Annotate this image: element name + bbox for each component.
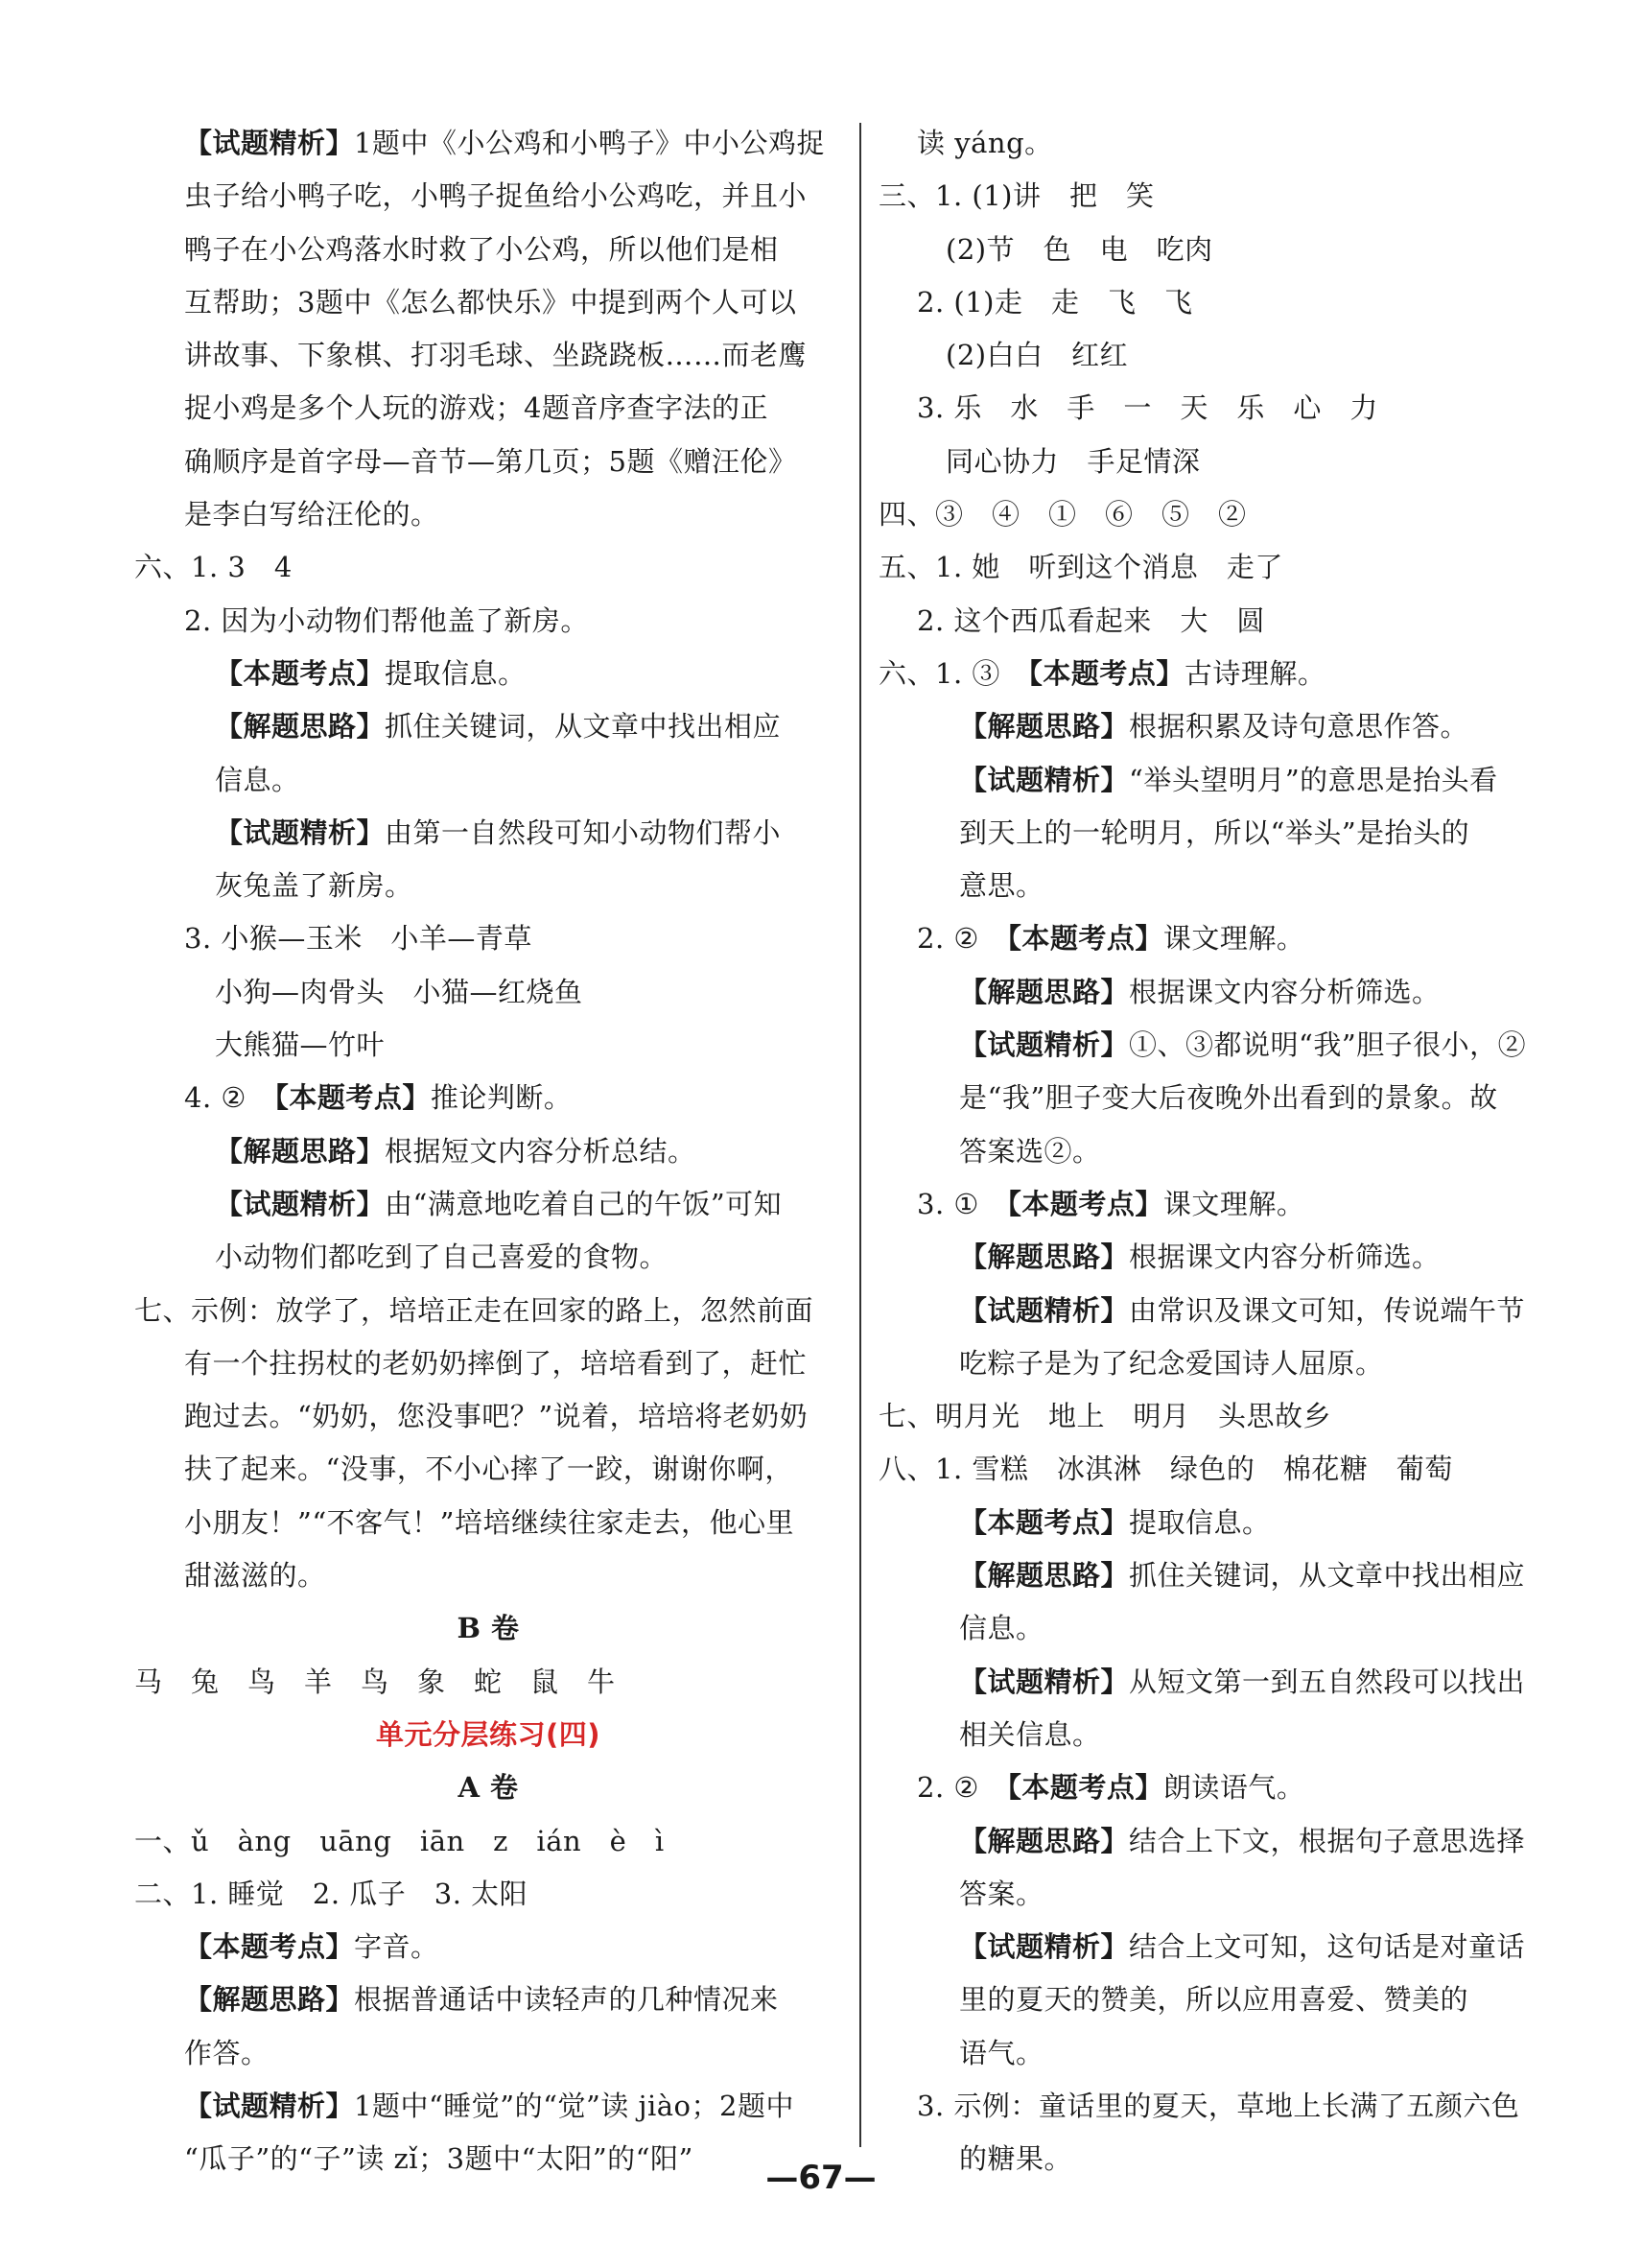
- text-line: 4. ② 【本题考点】推论判断。: [184, 1081, 573, 1115]
- left-column: [134, 117, 842, 2186]
- text-line: 同心协力 手足情深: [946, 444, 1201, 478]
- text-line: 虫子给小鸭子吃，小鸭子捉鱼给小公鸡吃，并且小: [184, 179, 808, 213]
- text-line: 【本题考点】提取信息。: [959, 1505, 1271, 1539]
- text-line: 2. ② 【本题考点】朗读语气。: [917, 1771, 1305, 1805]
- section-tag: 【本题考点】: [1007, 1771, 1163, 1805]
- text-line: 一、ǔ àng uāng iān z ián è ì: [134, 1824, 665, 1857]
- section-tag: 【解题思路】: [959, 1240, 1130, 1274]
- text-line: 语气。: [959, 2036, 1044, 2069]
- section-tag: 【解题思路】: [184, 1983, 355, 2017]
- text-line: 2. (1)走 走 飞 飞: [917, 285, 1193, 319]
- section-tag: 【本题考点】: [215, 656, 386, 690]
- text-line: 【试题精析】1题中《小公鸡和小鸭子》中小公鸡捉: [184, 127, 825, 159]
- text-line: 2. 这个西瓜看起来 大 圆: [917, 603, 1265, 637]
- text-line: 【试题精析】结合上文可知，这句话是对童话: [959, 1930, 1526, 1964]
- text-line: 马 兔 鸟 羊 鸟 象 蛇 鼠 牛: [134, 1665, 616, 1698]
- section-tag: 【解题思路】: [959, 975, 1130, 1008]
- text-line: 【试题精析】①、③都说明“我”胆子很小，②: [959, 1028, 1527, 1062]
- text-line: 【试题精析】“举头望明月”的意思是抬头看: [959, 763, 1498, 796]
- text-line: 捉小鸡是多个人玩的游戏；4题音序查字法的正: [184, 391, 768, 425]
- text-line: 答案。: [959, 1877, 1044, 1910]
- text-line: 七、明月光 地上 明月 头思故乡: [879, 1400, 1332, 1433]
- section-tag: 【试题精析】: [959, 1930, 1130, 1964]
- text-line: 有一个拄拐杖的老奶奶摔倒了，培培看到了，赶忙: [184, 1346, 808, 1380]
- section-tag: 【解题思路】: [959, 1824, 1130, 1857]
- section-tag: 【解题思路】: [959, 710, 1130, 744]
- text-line: 信息。: [215, 763, 300, 796]
- text-line: 【试题精析】由第一自然段可知小动物们帮小: [215, 815, 782, 849]
- right-column: [879, 117, 1550, 2186]
- section-tag: 【本题考点】: [184, 1930, 355, 1964]
- text-line: 【试题精析】由常识及课文可知，传说端午节: [959, 1293, 1526, 1327]
- text-line: 讲故事、下象棋、打羽毛球、坐跷跷板……而老鹰: [184, 339, 808, 372]
- text-line: 【本题考点】字音。: [184, 1930, 439, 1964]
- text-line: 灰兔盖了新房。: [215, 869, 413, 903]
- text-line: 3. ① 【本题考点】课文理解。: [917, 1187, 1305, 1220]
- text-line: B 卷: [457, 1612, 520, 1645]
- section-tag: 【试题精析】: [184, 2089, 355, 2122]
- text-line: 作答。: [184, 2036, 270, 2069]
- text-line: 七、示例：放学了，培培正走在回家的路上，忽然前面: [134, 1293, 814, 1327]
- column-divider: [859, 123, 861, 2147]
- text-line: “瓜子”的“子”读 zǐ；3题中“太阳”的“阳”: [184, 2142, 693, 2176]
- section-tag: 【本题考点】: [1007, 1187, 1163, 1220]
- section-tag: 【试题精析】: [959, 763, 1130, 796]
- section-tag: 【试题精析】: [959, 1665, 1130, 1698]
- text-line: 2. 因为小动物们帮他盖了新房。: [184, 603, 589, 637]
- text-line: 八、1. 雪糕 冰淇淋 绿色的 棉花糖 葡萄: [879, 1453, 1453, 1486]
- text-line: 扶了起来。“没事，不小心摔了一跤，谢谢你啊，: [184, 1453, 793, 1486]
- text-line: 【解题思路】结合上下文，根据句子意思选择: [959, 1824, 1526, 1857]
- text-line: 答案选②。: [959, 1134, 1101, 1168]
- text-line: 信息。: [959, 1612, 1044, 1645]
- text-line: 五、1. 她 听到这个消息 走了: [879, 551, 1283, 584]
- section-tag: 【本题考点】: [274, 1081, 431, 1115]
- text-line: 鸭子在小公鸡落水时救了小公鸡，所以他们是相: [184, 232, 779, 266]
- text-line: 读 yáng。: [917, 127, 1053, 159]
- text-line: 【试题精析】1题中“睡觉”的“觉”读 jiào；2题中: [184, 2089, 794, 2122]
- text-line: 【解题思路】根据课文内容分析筛选。: [959, 1240, 1441, 1274]
- page-number: —67—: [765, 2159, 877, 2197]
- text-line: 单元分层练习(四): [375, 1717, 600, 1751]
- text-line: 二、1. 睡觉 2. 瓜子 3. 太阳: [134, 1877, 528, 1910]
- text-line: 四、③ ④ ① ⑥ ⑤ ②: [879, 498, 1247, 532]
- text-line: 吃粽子是为了纪念爱国诗人屈原。: [959, 1346, 1384, 1380]
- text-line: 三、1. (1)讲 把 笑: [879, 179, 1155, 213]
- text-line: 是“我”胆子变大后夜晚外出看到的景象。故: [959, 1081, 1498, 1115]
- text-line: 【解题思路】抓住关键词，从文章中找出相应: [959, 1559, 1526, 1593]
- text-line: 小动物们都吃到了自己喜爱的食物。: [215, 1240, 669, 1274]
- section-tag: 【本题考点】: [1028, 656, 1185, 690]
- text-line: 【解题思路】根据普通话中读轻声的几种情况来: [184, 1983, 779, 2017]
- text-line: (2)节 色 电 吃肉: [946, 232, 1213, 266]
- text-line: A 卷: [457, 1771, 519, 1805]
- section-tag: 【试题精析】: [959, 1028, 1130, 1062]
- text-line: 意思。: [959, 869, 1044, 903]
- text-line: 小狗—肉骨头 小猫—红烧鱼: [215, 975, 583, 1008]
- text-line: 里的夏天的赞美，所以应用喜爱、赞美的: [959, 1983, 1469, 2017]
- text-line: 相关信息。: [959, 1717, 1101, 1751]
- text-line: (2)白白 红红: [946, 339, 1129, 372]
- text-line: 确顺序是首字母—音节—第几页；5题《赠汪伦》: [184, 444, 797, 478]
- text-line: 【试题精析】由“满意地吃着自己的午饭”可知: [215, 1187, 783, 1220]
- text-line: 互帮助；3题中《怎么都快乐》中提到两个人可以: [184, 285, 797, 319]
- text-line: 【解题思路】根据短文内容分析总结。: [215, 1134, 696, 1168]
- section-tag: 【试题精析】: [215, 815, 386, 849]
- text-line: 3. 示例：童话里的夏天，草地上长满了五颜六色: [917, 2089, 1520, 2122]
- section-tag: 【本题考点】: [959, 1505, 1130, 1539]
- text-line: 大熊猫—竹叶: [215, 1028, 386, 1062]
- text-line: 六、1. 3 4: [134, 551, 293, 584]
- section-tag: 【试题精析】: [184, 127, 355, 159]
- text-line: 是李白写给汪伦的。: [184, 498, 439, 532]
- text-line: 【解题思路】根据课文内容分析筛选。: [959, 975, 1441, 1008]
- text-line: 小朋友！”“不客气！”培培继续往家走去，他心里: [184, 1505, 794, 1539]
- section-tag: 【解题思路】: [215, 1134, 386, 1168]
- section-tag: 【试题精析】: [959, 1293, 1130, 1327]
- section-tag: 【本题考点】: [1007, 922, 1163, 956]
- section-tag: 【解题思路】: [959, 1559, 1130, 1593]
- text-line: 【本题考点】提取信息。: [215, 656, 527, 690]
- text-line: 跑过去。“奶奶，您没事吧？”说着，培培将老奶奶: [184, 1400, 809, 1433]
- section-tag: 【试题精析】: [215, 1187, 386, 1220]
- text-line: 【解题思路】根据积累及诗句意思作答。: [959, 710, 1469, 744]
- text-line: 2. ② 【本题考点】课文理解。: [917, 922, 1305, 956]
- text-line: 【解题思路】抓住关键词，从文章中找出相应: [215, 710, 782, 744]
- text-line: 甜滋滋的。: [184, 1559, 326, 1593]
- section-tag: 【解题思路】: [215, 710, 386, 744]
- text-line: 3. 小猴—玉米 小羊—青草: [184, 922, 532, 956]
- text-line: 到天上的一轮明月，所以“举头”是抬头的: [959, 815, 1470, 849]
- text-line: 六、1. ③ 【本题考点】古诗理解。: [879, 656, 1326, 690]
- text-line: 的糖果。: [959, 2142, 1073, 2176]
- text-line: 3. 乐 水 手 一 天 乐 心 力: [917, 391, 1378, 425]
- text-line: 【试题精析】从短文第一到五自然段可以找出: [959, 1665, 1526, 1698]
